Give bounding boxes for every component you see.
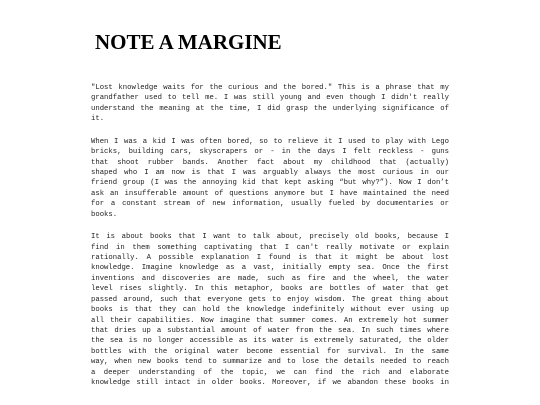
text-line: inventions and discoveries are made, such as fire and the wheel, the water [91,274,449,283]
text-line: bricks, building cars, skyscrapers or - in the days I felt reckless - guns [91,148,449,157]
text-line: understand the meaning at the time, I did grasp the underlying significance of [91,104,449,113]
text-line: When I was a kid I was often bored, so to relieve it I used to play with Lego [91,137,449,146]
text-line: all their capabilities. Now imagine that summer comes. An extremely hot summer [91,316,449,325]
text-line: grandfather used to tell me. I was still young and even though I didn't really [91,94,449,103]
text-line: "Lost knowledge waits for the curious and the bored." This is a phrase that my [91,84,449,92]
text-line: bottles with the original water become essential for survival. In the same [91,347,449,356]
text-line: It is about books that I want to talk about, precisely old books, because I [91,233,449,242]
text-line: knowledge. Imagine knowledge as a vast, initially empty sea. Once the first [91,264,449,273]
paragraph-1 [91,83,449,125]
text-line: that dries up a substantial amount of water from the sea. In such times where [91,326,449,335]
text-line: shaped who I am now is that I was arguably always the most curious in our [91,169,449,178]
text-line: friend group (I was the annoying kid that kept asking “but why?”). Now I don’t [91,179,449,188]
paragraph-3 [91,232,449,388]
text-line: find in them something captivating that I can't really motivate or explain [91,243,449,252]
text-line: ask an insufferable amount of questions anymore but I have maintained the need [91,189,449,198]
text-line: rationally. A possible explanation I found is that it might be about lost [91,254,449,263]
text-line: passed around, such that everyone gets to enjoy wisdom. The great thing about [91,295,449,304]
text-line: books. [91,210,118,219]
paragraph-2 [91,137,449,220]
text-line: for a constant stream of new information, usually fueled by documentaries or [91,200,449,209]
text-line: a deeper understanding of the topic, we can find the rich and elaborate [91,368,449,377]
text-line: that shoot rubber bands. Another fact about my childhood that (actually) [91,158,449,167]
text-line: the sea is no longer accessible as its water is extremely saturated, the older [91,337,449,346]
document-body [91,83,449,401]
text-line: way, when new books tend to summarize and to lose the details needed to reach [91,358,449,367]
text-line: books is that they can hold the knowledge indefinitely without ever using up [91,306,449,315]
text-line: knowledge still intact in older books. Moreover, if we abandon these books in [91,378,449,387]
document-title: NOTE A MARGINE [95,30,282,54]
text-line: level rises slightly. In this metaphor, books are bottles of water that get [91,285,449,294]
text-line: it. [91,115,105,124]
